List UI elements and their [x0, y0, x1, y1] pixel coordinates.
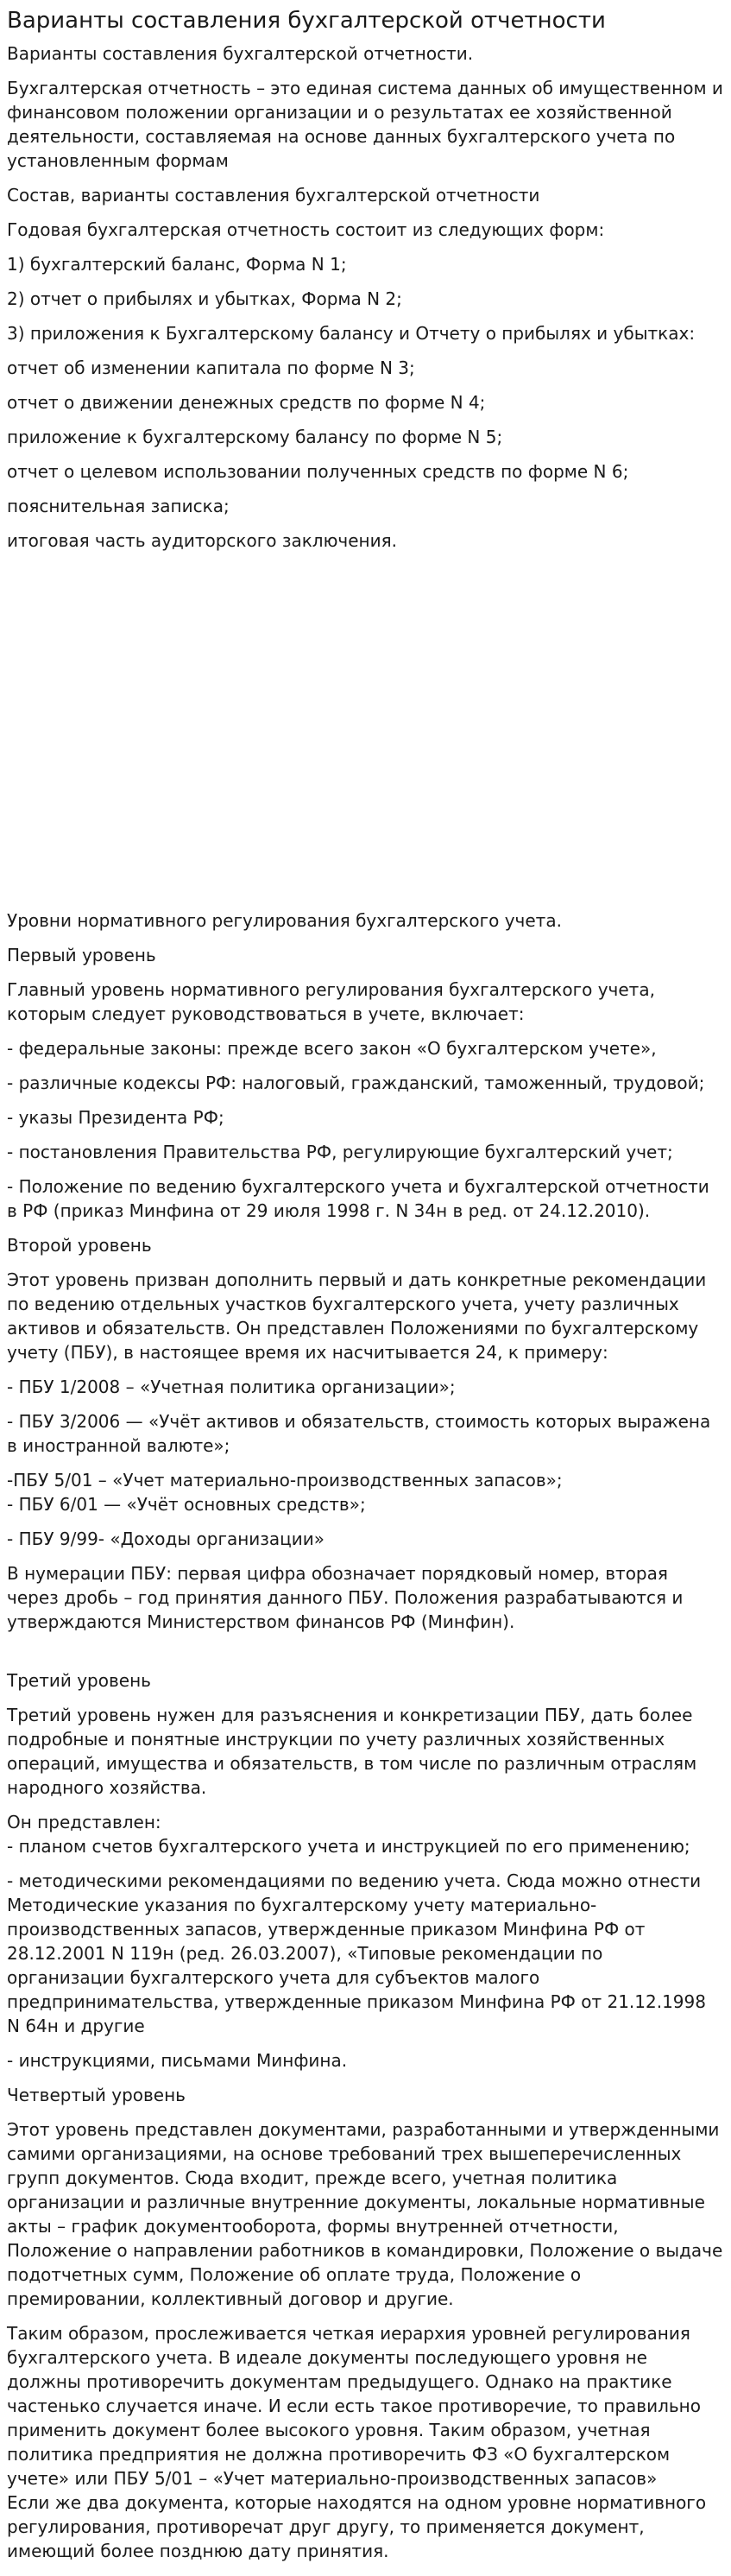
- level1-item: - постановления Правительства РФ, регулирующие бухгалтерский учет;: [7, 1142, 673, 1162]
- level3-intro: Третий уровень нужен для разъяснения и конкретизации ПБУ, дать более подробные и понятные инструкции по учету различных хозяйственных операций, имущества и обязательств, в том числе по различным отраслям народного хозяйства.: [7, 1705, 697, 1798]
- blank-space: [7, 1644, 724, 1668]
- level2-item: - ПБУ 6/01 — «Учёт основных средств»;: [7, 1494, 366, 1515]
- final-paragraph: Если же два документа, которые находятся на одном уровне нормативного регулирования, противоречат друг другу, то применяется документ, имеющий более позднюю дату принятия.: [7, 2492, 707, 2561]
- page-title: Варианты составления бухгалтерской отчетности: [7, 8, 606, 34]
- level4-intro: Этот уровень представлен документами, разработанными и утвержденными самими организациями, на основе требований трех вышеперечисленных групп документов. Сюда входит, прежде всего, учетная политика организации и различные внутренние документы, локальные нормативные акты – график документооборота, формы внутренней отчетности, Положение о направлении работников в командировки, Положение о выдаче подотчетных сумм, Положение об оплате труда, Положение о премировании, коллективный договор и другие.: [7, 2119, 723, 2309]
- level3-heading: Третий уровень: [7, 1670, 151, 1691]
- level2-intro: Этот уровень призван дополнить первый и дать конкретные рекомендации по ведению отдельных участков бухгалтерского учета, учету различных активов и обязательств. Он представлен Положениями по бухгалтерскому учету (ПБУ), в настоящее время их насчитывается 24, к примеру:: [7, 1269, 707, 1363]
- level2-note: В нумерации ПБУ: первая цифра обозначает порядковый номер, вторая через дробь – год принятия данного ПБУ. Положения разрабатываются и утверждаются Министерством финансов РФ (Минфин).: [7, 1563, 684, 1632]
- level1-intro: Главный уровень нормативного регулирования бухгалтерского учета, которым следует руководствоваться в учете, включает:: [7, 979, 655, 1024]
- level3-presented: Он представлен:: [7, 1812, 161, 1832]
- intro-line: Варианты составления бухгалтерской отчетности.: [7, 43, 474, 64]
- form-item: 1) бухгалтерский баланс, Форма N 1;: [7, 254, 347, 275]
- level2-item: - ПБУ 3/2006 — «Учёт активов и обязательств, стоимость которых выражена в иностранной валюте»;: [7, 1411, 711, 1456]
- level2-item: - ПБУ 1/2008 – «Учетная политика организации»;: [7, 1377, 456, 1397]
- form-item: приложение к бухгалтерскому балансу по форме N 5;: [7, 427, 503, 447]
- level1-item: - федеральные законы: прежде всего закон «О бухгалтерском учете»,: [7, 1038, 657, 1059]
- level1-heading: Первый уровень: [7, 945, 156, 965]
- level4-heading: Четвертый уровень: [7, 2085, 186, 2105]
- definition-paragraph: Бухгалтерская отчетность – это единая система данных об имущественном и финансовом положении организации и о результатах ее хозяйственной деятельности, составляемая на основе данных бухгалтерского учета по установленным формам: [7, 78, 723, 171]
- level1-item: - различные кодексы РФ: налоговый, гражданский, таможенный, трудовой;: [7, 1073, 705, 1093]
- form-item: пояснительная записка;: [7, 496, 230, 516]
- level2-heading: Второй уровень: [7, 1235, 152, 1256]
- hierarchy-group: [7, 2321, 724, 2563]
- blank-space: [7, 563, 724, 908]
- level2-item-group: [7, 1468, 724, 1516]
- level2-item: -ПБУ 5/01 – «Учет материально-производственных запасов»;: [7, 1470, 563, 1491]
- level1-item: - указы Президента РФ;: [7, 1107, 224, 1128]
- level3-item: - методическими рекомендациями по ведению учета. Сюда можно отнести Методические указания по бухгалтерскому учету материально-производственных запасов, утвержденные приказом Минфина РФ от 28.12.2001 N 119н (ред. 26.03.2007), «Типовые рекомендации по организации бухгалтерского учета для субъектов малого предпринимательства, утвержденные приказом Минфина РФ от 21.12.1998 N 64н и другие: [7, 1870, 706, 2036]
- form-item: 2) отчет о прибылях и убытках, Форма N 2;: [7, 288, 402, 309]
- form-item: отчет о движении денежных средств по форме N 4;: [7, 392, 486, 413]
- form-item: итоговая часть аудиторского заключения.: [7, 530, 398, 551]
- hierarchy-paragraph: Таким образом, прослеживается четкая иерархия уровней регулирования бухгалтерского учета. В идеале документы последующего уровня не должны противоречить документам предыдущего. Однако на практике частенько случается иначе. И если есть такое противоречие, то правильно применить документ более высокого уровня. Таким образом, учетная политика предприятия не должна противоречить ФЗ «О бухгалтерском учете» или ПБУ 5/01 – «Учет материально-производственных запасов»: [7, 2323, 701, 2489]
- form-item: 3) приложения к Бухгалтерскому балансу и Отчету о прибылях и убытках:: [7, 323, 696, 344]
- level1-item: - Положение по ведению бухгалтерского учета и бухгалтерской отчетности в РФ (приказ Минфина от 29 июля 1998 г. N 34н в ред. от 24.12.2010).: [7, 1176, 709, 1221]
- forms-intro: Годовая бухгалтерская отчетность состоит из следующих форм:: [7, 219, 605, 240]
- level2-item: - ПБУ 9/99- «Доходы организации»: [7, 1529, 325, 1549]
- levels-title: Уровни нормативного регулирования бухгалтерского учета.: [7, 910, 562, 931]
- level3-item: - инструкциями, письмами Минфина.: [7, 2050, 348, 2071]
- form-item: отчет о целевом использовании полученных средств по форме N 6;: [7, 461, 629, 482]
- form-item: отчет об изменении капитала по форме N 3;: [7, 358, 415, 378]
- composition-heading: Состав, варианты составления бухгалтерской отчетности: [7, 185, 540, 206]
- level3-item-group: [7, 1810, 724, 1858]
- level3-item: - планом счетов бухгалтерского учета и инструкцией по его применению;: [7, 1836, 690, 1857]
